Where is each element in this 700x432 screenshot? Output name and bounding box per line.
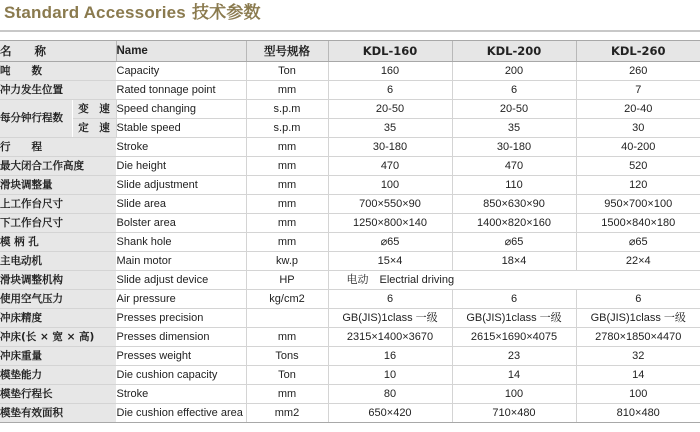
row-value-model-2: 850×630×90 (452, 195, 576, 214)
row-unit: mm (246, 176, 328, 195)
row-en-label: Slide adjust device (116, 271, 246, 290)
row-en-label: Air pressure (116, 290, 246, 309)
row-value-model-2: 6 (452, 290, 576, 309)
row-unit: kw.p (246, 252, 328, 271)
row-cn-label: 滑块调整量 (0, 176, 116, 195)
row-value-model-3: 20-40 (576, 100, 700, 119)
row-value-model-1: ⌀65 (328, 233, 452, 252)
row-unit: mm2 (246, 404, 328, 423)
row-value-model-1: 6 (328, 81, 452, 100)
table-row (0, 366, 700, 385)
table-row (0, 214, 700, 233)
table-row (0, 252, 700, 271)
row-en-label: Stable speed (116, 119, 246, 138)
row-cn-label: 滑块调整机构 (0, 271, 116, 290)
row-unit: mm (246, 328, 328, 347)
row-unit: s.p.m (246, 100, 328, 119)
page-title (4, 0, 261, 30)
row-en-label: Presses weight (116, 347, 246, 366)
row-cn-label: 模 柄 孔 (0, 233, 116, 252)
row-cn-label: 冲力发生位置 (0, 81, 116, 100)
row-value-model-3: 120 (576, 176, 700, 195)
row-value-model-1: GB(JIS)1class 一级 (328, 309, 452, 328)
row-value-model-1: 470 (328, 157, 452, 176)
row-value-model-1: 100 (328, 176, 452, 195)
table-row (0, 157, 700, 176)
header-model-1: KDL-160 (328, 41, 452, 62)
row-unit (246, 309, 328, 328)
row-value-model-2: 30-180 (452, 138, 576, 157)
row-cn-label: 主电动机 (0, 252, 116, 271)
row-en-label: Slide area (116, 195, 246, 214)
row-value-model-3: 30 (576, 119, 700, 138)
row-value-model-3: ⌀65 (576, 233, 700, 252)
row-en-label: Die cushion effective area (116, 404, 246, 423)
row-en-label: Speed changing (116, 100, 246, 119)
row-unit: Tons (246, 347, 328, 366)
spec-table (0, 40, 700, 423)
header-cn-name: 名 称 (0, 41, 116, 62)
row-unit: mm (246, 138, 328, 157)
row-value-model-2: 710×480 (452, 404, 576, 423)
row-unit: mm (246, 385, 328, 404)
row-value-model-2: 200 (452, 62, 576, 81)
row-value-model-1: 700×550×90 (328, 195, 452, 214)
row-en-label: Presses precision (116, 309, 246, 328)
row-value-model-2: 6 (452, 81, 576, 100)
title-english: Standard Accessories (4, 3, 186, 22)
row-value-model-1: 15×4 (328, 252, 452, 271)
row-en-label: Stroke (116, 385, 246, 404)
table-row (0, 100, 700, 119)
row-value-model-1: 16 (328, 347, 452, 366)
row-cn-label: 冲床(长 × 宽 × 高) (0, 328, 116, 347)
row-value-model-3: 7 (576, 81, 700, 100)
header-unit: 型号规格 (246, 41, 328, 62)
row-value-model-2: 100 (452, 385, 576, 404)
header-en-name: Name (116, 41, 246, 62)
table-header-row (0, 41, 700, 62)
row-value-model-3: 810×480 (576, 404, 700, 423)
row-value-model-1: 20-50 (328, 100, 452, 119)
row-value-model-2: 35 (452, 119, 576, 138)
row-value-model-3: 6 (576, 290, 700, 309)
row-value-model-1: 2315×1400×3670 (328, 328, 452, 347)
row-unit: Ton (246, 62, 328, 81)
row-en-label: Shank hole (116, 233, 246, 252)
row-value-model-1: 160 (328, 62, 452, 81)
header-model-3: KDL-260 (576, 41, 700, 62)
row-value-model-3: 520 (576, 157, 700, 176)
table-row (0, 347, 700, 366)
table-row (0, 328, 700, 347)
row-cn-sublabel: 变 速 (72, 100, 116, 119)
row-value-model-2: 1400×820×160 (452, 214, 576, 233)
table-row (0, 404, 700, 423)
table-row (0, 176, 700, 195)
row-cn-sublabel: 定 速 (72, 119, 116, 138)
row-value-model-2: 14 (452, 366, 576, 385)
row-value-model-3: 22×4 (576, 252, 700, 271)
row-value-model-3: 2780×1850×4470 (576, 328, 700, 347)
row-value-model-3: 40-200 (576, 138, 700, 157)
row-value-model-3: 100 (576, 385, 700, 404)
row-en-label: Main motor (116, 252, 246, 271)
row-cn-label: 最大闭合工作高度 (0, 157, 116, 176)
table-row (0, 233, 700, 252)
row-cn-label: 下工作台尺寸 (0, 214, 116, 233)
row-value-model-2: 470 (452, 157, 576, 176)
row-unit: mm (246, 157, 328, 176)
row-unit: HP (246, 271, 328, 290)
row-cn-label: 模垫有效面积 (0, 404, 116, 423)
row-value-model-2: 20-50 (452, 100, 576, 119)
row-value-model-2: GB(JIS)1class 一级 (452, 309, 576, 328)
row-value-model-1: 35 (328, 119, 452, 138)
title-divider (0, 30, 700, 32)
row-en-label: Die cushion capacity (116, 366, 246, 385)
table-row (0, 271, 700, 290)
row-cn-label: 使用空气压力 (0, 290, 116, 309)
row-value-model-1: 650×420 (328, 404, 452, 423)
row-unit: kg/cm2 (246, 290, 328, 309)
table-row (0, 195, 700, 214)
row-en-label: Stroke (116, 138, 246, 157)
row-en-label: Rated tonnage point (116, 81, 246, 100)
table-row (0, 290, 700, 309)
row-value-model-3: GB(JIS)1class 一级 (576, 309, 700, 328)
row-en-label: Presses dimension (116, 328, 246, 347)
row-value-model-2: 110 (452, 176, 576, 195)
header-model-2: KDL-200 (452, 41, 576, 62)
row-cn-label: 模垫行程长 (0, 385, 116, 404)
row-value-model-1: 80 (328, 385, 452, 404)
row-value-model-2: 23 (452, 347, 576, 366)
row-cn-label: 冲床重量 (0, 347, 116, 366)
row-cn-label: 行 程 (0, 138, 116, 157)
table-body (0, 62, 700, 423)
row-cn-label: 吨 数 (0, 62, 116, 81)
row-merged-value: 电动 Electrial driving (328, 271, 700, 290)
table-row (0, 81, 700, 100)
row-value-model-1: 30-180 (328, 138, 452, 157)
row-value-model-3: 14 (576, 366, 700, 385)
row-value-model-3: 260 (576, 62, 700, 81)
row-en-label: Bolster area (116, 214, 246, 233)
row-value-model-2: 18×4 (452, 252, 576, 271)
table-row (0, 309, 700, 328)
row-en-label: Capacity (116, 62, 246, 81)
row-value-model-2: ⌀65 (452, 233, 576, 252)
row-cn-group-label: 每分钟行程数 (0, 100, 72, 138)
table-row (0, 62, 700, 81)
row-cn-label: 上工作台尺寸 (0, 195, 116, 214)
row-value-model-3: 1500×840×180 (576, 214, 700, 233)
row-value-model-3: 950×700×100 (576, 195, 700, 214)
table-row (0, 119, 700, 138)
title-chinese: 技术参数 (191, 3, 261, 23)
row-value-model-2: 2615×1690×4075 (452, 328, 576, 347)
row-unit: mm (246, 233, 328, 252)
row-value-model-3: 32 (576, 347, 700, 366)
table-row (0, 385, 700, 404)
row-value-model-1: 6 (328, 290, 452, 309)
row-unit: mm (246, 81, 328, 100)
row-en-label: Slide adjustment (116, 176, 246, 195)
row-unit: Ton (246, 366, 328, 385)
row-unit: mm (246, 195, 328, 214)
row-en-label: Die height (116, 157, 246, 176)
table-row (0, 138, 700, 157)
row-cn-label: 模垫能力 (0, 366, 116, 385)
row-value-model-1: 1250×800×140 (328, 214, 452, 233)
row-value-model-1: 10 (328, 366, 452, 385)
row-cn-label: 冲床精度 (0, 309, 116, 328)
row-unit: s.p.m (246, 119, 328, 138)
row-unit: mm (246, 214, 328, 233)
